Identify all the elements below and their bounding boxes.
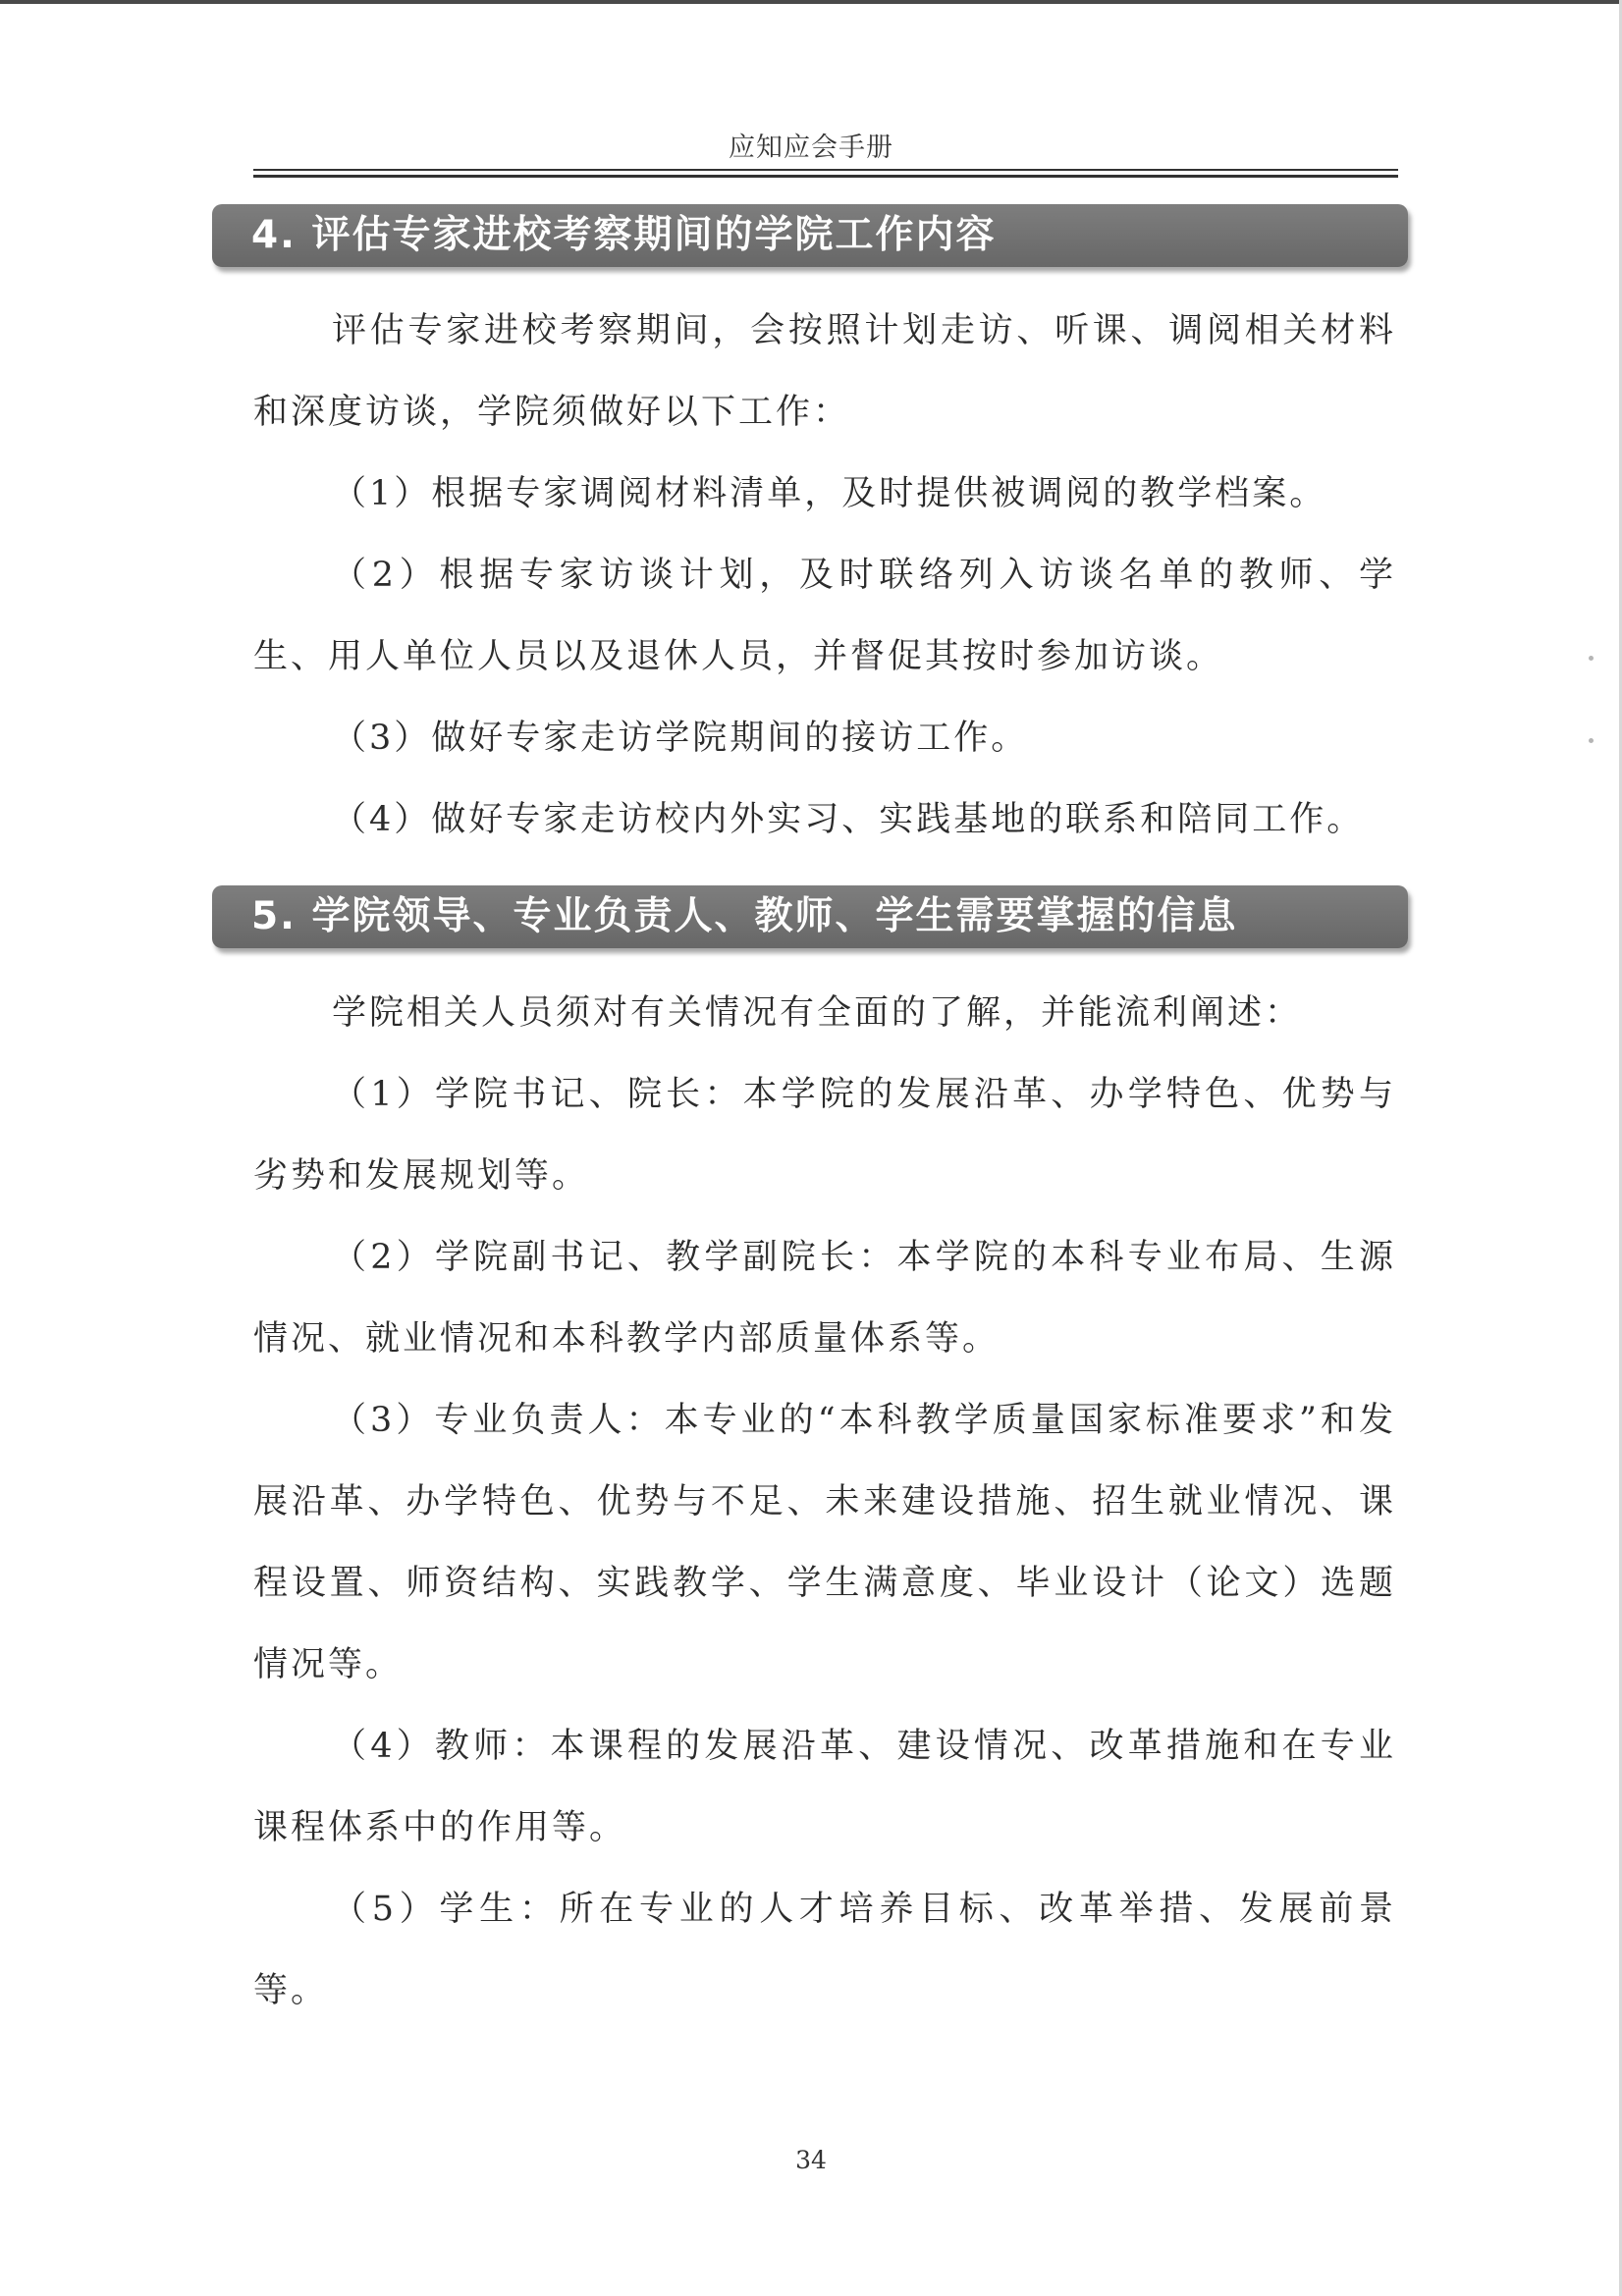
scan-speck xyxy=(1589,738,1594,743)
section-5-item-1: （1）学院书记、院长：本学院的发展沿革、办学特色、优势与劣势和发展规划等。 xyxy=(253,1075,1396,1196)
section-5-item-4: （4）教师：本课程的发展沿革、建设情况、改革措施和在专业课程体系中的作用等。 xyxy=(253,1727,1396,1847)
section-5-intro: 学院相关人员须对有关情况有全面的了解，并能流利阐述： xyxy=(332,993,1303,1033)
section-5-item-2: （2）学院副书记、教学副院长：本学院的本科专业布局、生源情况、就业情况和本科教学内部质量体系等。 xyxy=(253,1238,1396,1359)
header-rule-thick xyxy=(253,175,1398,178)
section-4-heading: 4. 评估专家进校考察期间的学院工作内容 xyxy=(212,204,1408,267)
section-5-heading: 5. 学院领导、专业负责人、教师、学生需要掌握的信息 xyxy=(212,885,1408,948)
section-4-intro: 评估专家进校考察期间，会按照计划走访、听课、调阅相关材料和深度访谈，学院须做好以下工作： xyxy=(253,311,1396,432)
section-4-item-3: （3）做好专家走访学院期间的接访工作。 xyxy=(332,719,1029,758)
scan-speck xyxy=(1589,656,1594,661)
section-5-item-3: （3）专业负责人：本专业的“本科教学质量国家标准要求”和发展沿革、办学特色、优势与不足、未来建设措施、招生就业情况、课程设置、师资结构、实践教学、学生满意度、毕业设计（论文）选题情况等。 xyxy=(253,1401,1396,1684)
page-number: 34 xyxy=(795,2146,827,2174)
header-rule-thin xyxy=(253,169,1398,171)
section-4-item-1: （1）根据专家调阅材料清单，及时提供被调阅的教学档案。 xyxy=(332,474,1327,513)
section-4-item-2: （2）根据专家访谈计划，及时联络列入访谈名单的教师、学生、用人单位人员以及退休人员，并督促其按时参加访谈。 xyxy=(253,556,1396,676)
section-4-item-4: （4）做好专家走访校内外实习、实践基地的联系和陪同工作。 xyxy=(332,800,1365,839)
section-5-item-5: （5）学生：所在专业的人才培养目标、改革举措、发展前景等。 xyxy=(253,1890,1396,2010)
running-header: 应知应会手册 xyxy=(729,133,893,163)
scan-edge-top xyxy=(0,0,1622,4)
